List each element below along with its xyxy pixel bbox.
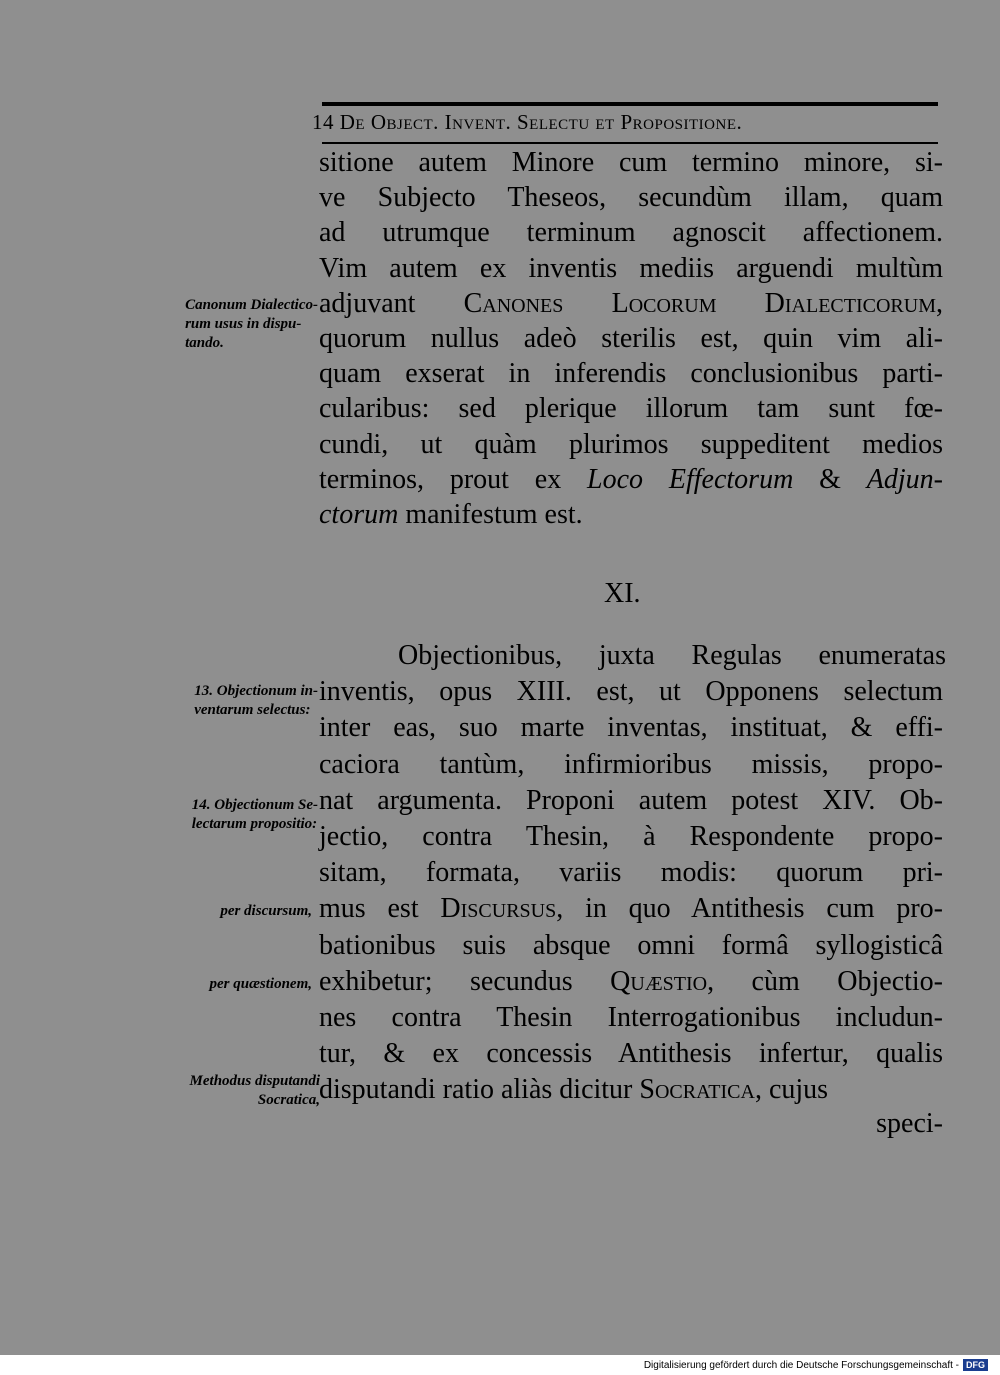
margin-note [220, 902, 312, 921]
text-line [319, 251, 943, 287]
text-segment: Discursus [440, 893, 557, 925]
text-line [319, 891, 943, 927]
header-rule [322, 102, 938, 106]
catchword: speci- [876, 1108, 943, 1139]
text-segment: terminos, prout ex [319, 463, 588, 495]
text-segment: inter eas, suo marte inventas, instituat, & effi- [319, 712, 943, 744]
text-line [319, 497, 943, 533]
text-line [319, 427, 943, 463]
footer-credit: Digitalisierung gefördert durch die Deutsche Forschungsgemeinschaft - [643, 1360, 959, 1371]
text-line [319, 462, 943, 498]
text-segment: bationibus suis absque omni formâ syllogisticâ [319, 929, 943, 961]
text-segment: , cùm Objectio- [707, 965, 943, 997]
margin-note [185, 296, 318, 353]
text-segment: quam exserat in inferendis conclusionibus parti- [319, 358, 943, 390]
text-segment: sitione autem Minore cum termino minore, si- [319, 147, 943, 178]
text-segment: jectio, contra Thesin, à Respondente propo- [319, 821, 943, 852]
text-line [319, 855, 943, 891]
text-segment: Quæstio [610, 965, 708, 997]
margin-note-line: 14. Objectionum Se- [191, 797, 318, 813]
footer [644, 1359, 988, 1373]
text-segment: ad utrumque terminum agnoscit affectionem. [319, 217, 943, 249]
text-segment: nat argumenta. Proponi autem potest XIV. Ob- [319, 784, 943, 816]
text-segment: Adjun- [866, 463, 943, 495]
text-segment: Socratica [639, 1074, 755, 1106]
text-segment: Objectionibus, juxta Regulas enumeratas [398, 640, 946, 671]
text-segment: & [793, 463, 867, 495]
text-line [319, 1000, 943, 1036]
text-segment: , in quo Antithesis cum pro- [556, 893, 943, 925]
margin-note-line: lectarum propositio: [191, 816, 318, 832]
text-segment: inventis, opus XIII. est, ut Opponens selectum [319, 676, 943, 708]
text-line [319, 710, 943, 746]
text-segment: ctorum [319, 499, 399, 530]
text-line [319, 928, 943, 964]
text-segment: caciora tantùm, infirmioribus missis, propo- [319, 748, 943, 780]
text-segment: nes contra Thesin Interrogationibus includun- [319, 1002, 943, 1033]
text-segment: cundi, ut quàm plurimos suppeditent medios [319, 428, 943, 460]
text-segment: Vim autem ex inventis mediis arguendi multùm [319, 252, 943, 284]
text-segment: exhibetur; secundus [319, 965, 611, 997]
text-segment: manifestum est. [398, 499, 583, 530]
text-line [319, 964, 943, 1000]
text-line [319, 1036, 943, 1072]
text-line [319, 819, 943, 855]
text-line [319, 321, 943, 357]
margin-note-line: per discursum, [220, 903, 312, 919]
text-line [319, 356, 943, 392]
text-line [319, 674, 943, 710]
text-line [319, 747, 943, 783]
text-segment: disputandi ratio aliàs dicitur [319, 1074, 640, 1106]
margin-note-line: tando. [185, 335, 224, 351]
dfg-logo: DFG [963, 1359, 988, 1371]
text-segment: Loco Effectorum [587, 463, 794, 495]
margin-note [192, 796, 318, 834]
text-line [319, 145, 943, 181]
text-line [319, 180, 943, 216]
text-segment: ve Subjecto Theseos, secundùm illam, quam [319, 182, 943, 214]
text-line [398, 638, 946, 674]
text-line [319, 286, 943, 322]
margin-note [190, 1072, 320, 1110]
text-segment: adjuvant [319, 287, 464, 319]
text-segment: mus est [319, 893, 441, 925]
header-underline [322, 142, 938, 144]
margin-note-line: Socratica, [257, 1092, 320, 1108]
text-segment: Canones Locorum Dialecticorum [463, 287, 936, 319]
text-line [319, 391, 943, 427]
text-segment: , cujus [754, 1074, 829, 1106]
section-number: XI. [604, 578, 641, 609]
margin-note-line: 13. Objectionum in- [194, 683, 318, 699]
margin-note-line: Canonum Dialectico- [185, 297, 318, 313]
text-segment: quorum nullus adeò sterilis est, quin vim ali- [319, 323, 943, 354]
running-header: 14 De Object. Invent. Selectu et Propositione. [312, 110, 743, 134]
margin-note [209, 975, 312, 994]
margin-note-line: Methodus disputandi [189, 1073, 320, 1089]
margin-note [194, 682, 318, 720]
text-segment: , [936, 287, 943, 319]
text-line [319, 783, 943, 819]
text-line [319, 215, 943, 251]
margin-note-line: ventarum selectus: [194, 702, 311, 718]
text-line [319, 1072, 943, 1108]
margin-note-line: per quæstionem, [209, 976, 312, 992]
margin-note-line: rum usus in dispu- [185, 316, 302, 332]
text-segment: tur, & ex concessis Antithesis infertur, qualis [319, 1038, 943, 1070]
text-segment: cularibus: sed plerique illorum tam sunt fœ- [319, 393, 943, 425]
text-segment: sitam, formata, variis modis: quorum pri- [319, 857, 943, 889]
